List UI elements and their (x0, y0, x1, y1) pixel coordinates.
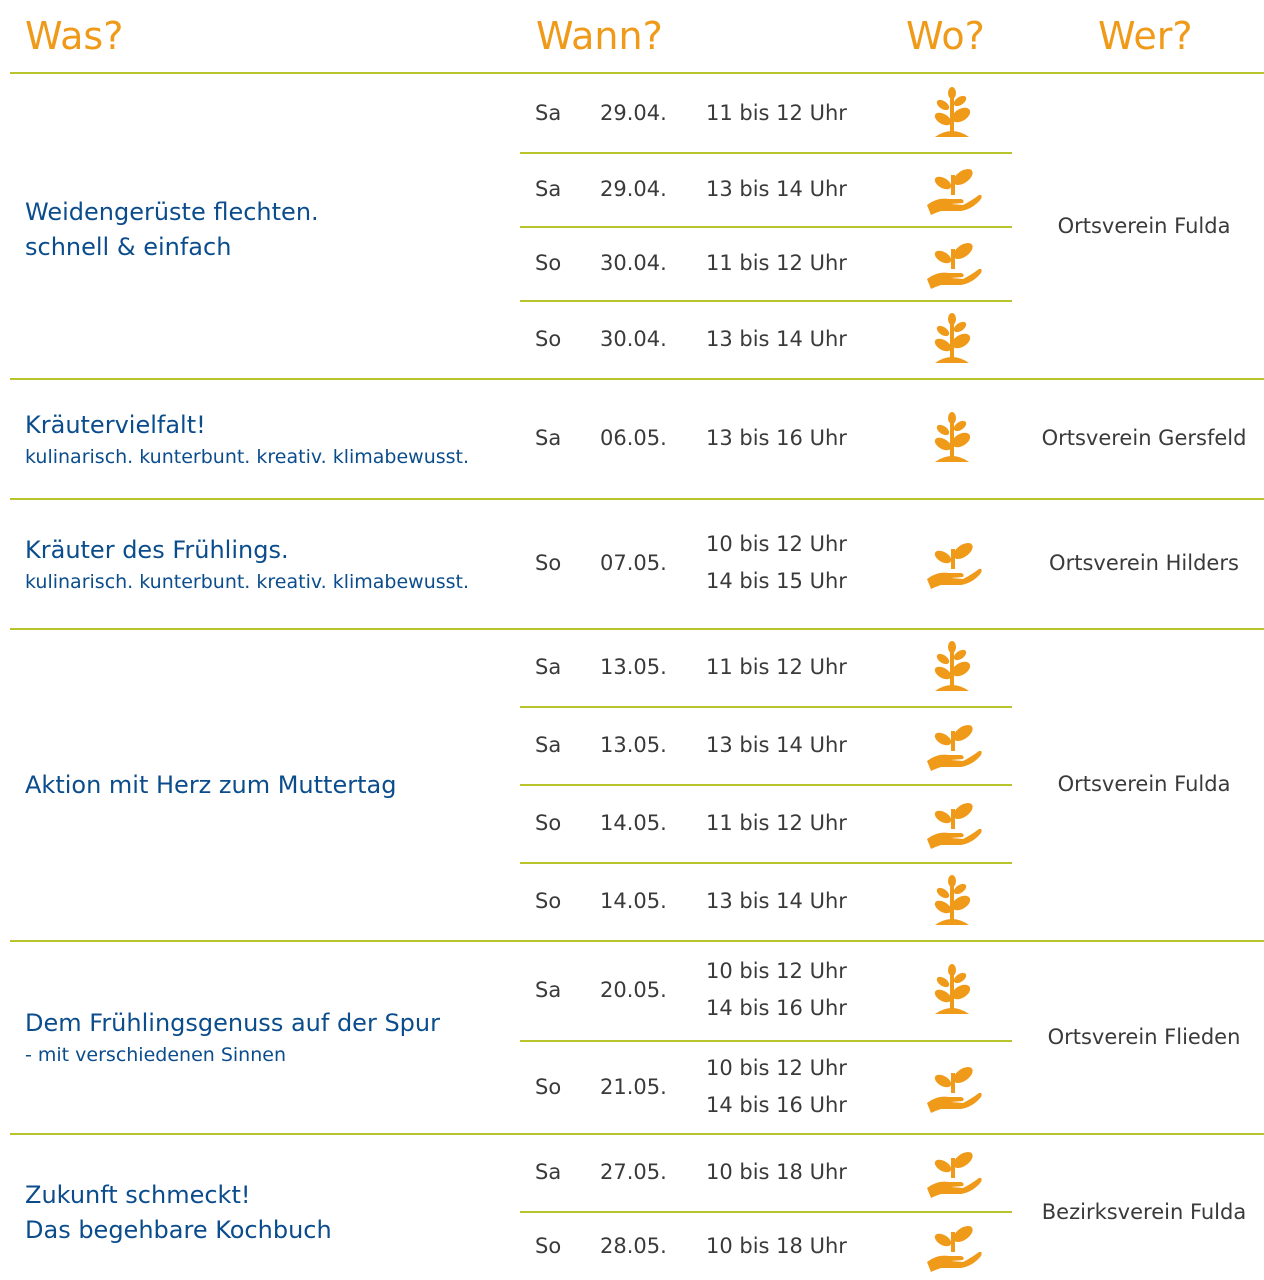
event-title-block (25, 408, 505, 471)
sprout-icon (921, 639, 983, 695)
date-row-divider (520, 862, 1012, 864)
hand-sprout-icon (921, 161, 983, 217)
date-row-date: 13.05. (600, 655, 667, 679)
event-organizer: Ortsverein Gersfeld (1041, 426, 1247, 450)
date-row-time: 10 bis 12 Uhr (706, 532, 847, 556)
date-row-time2: 14 bis 16 Uhr (706, 1092, 847, 1117)
date-row-date: 28.05. (600, 1233, 667, 1258)
date-row-date: 14.05. (600, 889, 667, 913)
date-row-time: 11 bis 12 Uhr (706, 811, 847, 835)
event-subtitle: kulinarisch. kunterbunt. kreativ. klimabewusst. (25, 446, 470, 468)
event-title: Kräutervielfalt! (25, 411, 206, 439)
event-title-block (25, 1178, 505, 1248)
date-row-day: Sa (535, 978, 562, 1002)
sprout-icon (921, 873, 983, 929)
date-row-day: Sa (535, 655, 562, 679)
event-title-block (25, 1006, 505, 1069)
event-divider (10, 1133, 1264, 1135)
date-row-date: 27.05. (600, 1160, 667, 1184)
date-row-day: So (535, 889, 562, 913)
event-title-line2: Das begehbare Kochbuch (25, 1216, 332, 1244)
sprout-icon (921, 311, 983, 367)
date-row-date: 14.05. (600, 811, 667, 835)
date-row-time2: 14 bis 15 Uhr (706, 569, 847, 593)
date-row-date: 29.04. (600, 100, 667, 125)
event-organizer: Ortsverein Hilders (1049, 551, 1239, 575)
event-title: Zukunft schmeckt! (25, 1181, 251, 1209)
date-row-day: So (535, 811, 562, 835)
event-title: Dem Frühlingsgenuss auf der Spur (25, 1009, 440, 1037)
column-header-where: Wo? (906, 14, 985, 58)
date-row-day: So (535, 327, 562, 351)
date-row-divider (520, 226, 1012, 228)
event-title: Aktion mit Herz zum Muttertag (25, 771, 397, 799)
date-row-day: So (535, 551, 562, 575)
event-organizer: Ortsverein Flieden (1047, 1025, 1241, 1049)
date-row-date: 30.04. (600, 327, 667, 351)
event-title-block (25, 768, 505, 803)
hand-sprout-icon (921, 535, 983, 591)
column-header-when: Wann? (536, 14, 663, 58)
date-row-time: 13 bis 14 Uhr (706, 177, 847, 201)
sprout-icon (921, 85, 983, 141)
date-row-date: 20.05. (600, 978, 667, 1002)
date-row-time: 13 bis 14 Uhr (706, 889, 847, 913)
date-row-divider (520, 300, 1012, 302)
event-organizer: Bezirksverein Fulda (1041, 1200, 1247, 1224)
date-row-time2: 14 bis 16 Uhr (706, 996, 847, 1020)
event-organizer: Ortsverein Fulda (1057, 214, 1231, 238)
date-row-divider (520, 1040, 1012, 1042)
date-row-day: Sa (535, 100, 562, 125)
hand-sprout-icon (921, 1218, 983, 1274)
event-title: Kräuter des Frühlings. (25, 536, 289, 564)
event-divider (10, 378, 1264, 380)
event-divider (10, 498, 1264, 500)
hand-sprout-icon (921, 795, 983, 851)
date-row-time: 13 bis 14 Uhr (706, 327, 847, 351)
date-row-time: 11 bis 12 Uhr (706, 100, 847, 125)
date-row-time: 13 bis 16 Uhr (706, 426, 847, 450)
event-title-block (25, 533, 505, 596)
date-row-date: 07.05. (600, 551, 667, 575)
hand-sprout-icon (921, 1144, 983, 1200)
date-row-day: So (535, 1074, 562, 1099)
date-row-time: 11 bis 12 Uhr (706, 655, 847, 679)
sprout-icon (921, 410, 983, 466)
date-row-date: 30.04. (600, 251, 667, 275)
date-row-time: 10 bis 18 Uhr (706, 1160, 847, 1184)
date-row-day: Sa (535, 177, 562, 201)
column-header-who: Wer? (1098, 14, 1193, 58)
column-header-what: Was? (25, 14, 124, 58)
date-row-day: Sa (535, 1160, 562, 1184)
event-title-block (25, 195, 505, 265)
hand-sprout-icon (921, 235, 983, 291)
date-row-date: 21.05. (600, 1074, 667, 1099)
event-subtitle: kulinarisch. kunterbunt. kreativ. klimabewusst. (25, 571, 470, 593)
sprout-icon (921, 962, 983, 1018)
hand-sprout-icon (921, 717, 983, 773)
date-row-divider (520, 784, 1012, 786)
date-row-date: 06.05. (600, 426, 667, 450)
event-title: Weidengerüste flechten. (25, 198, 319, 226)
date-row-divider (520, 706, 1012, 708)
date-row-time: 11 bis 12 Uhr (706, 251, 847, 275)
event-organizer: Ortsverein Fulda (1057, 772, 1231, 796)
date-row-day: Sa (535, 733, 562, 757)
header-divider (10, 72, 1264, 74)
event-divider (10, 940, 1264, 942)
date-row-date: 13.05. (600, 733, 667, 757)
date-row-day: Sa (535, 426, 562, 450)
date-row-time: 10 bis 12 Uhr (706, 959, 847, 983)
date-row-divider (520, 1211, 1012, 1213)
event-subtitle: - mit verschiedenen Sinnen (25, 1044, 286, 1066)
date-row-day: So (535, 251, 562, 275)
date-row-divider (520, 152, 1012, 154)
hand-sprout-icon (921, 1059, 983, 1115)
date-row-time: 13 bis 14 Uhr (706, 733, 847, 757)
date-row-time: 10 bis 12 Uhr (706, 1055, 847, 1080)
date-row-day: So (535, 1233, 562, 1258)
event-divider (10, 628, 1264, 630)
date-row-time: 10 bis 18 Uhr (706, 1233, 847, 1258)
date-row-date: 29.04. (600, 177, 667, 201)
event-title-line2: schnell & einfach (25, 233, 232, 261)
